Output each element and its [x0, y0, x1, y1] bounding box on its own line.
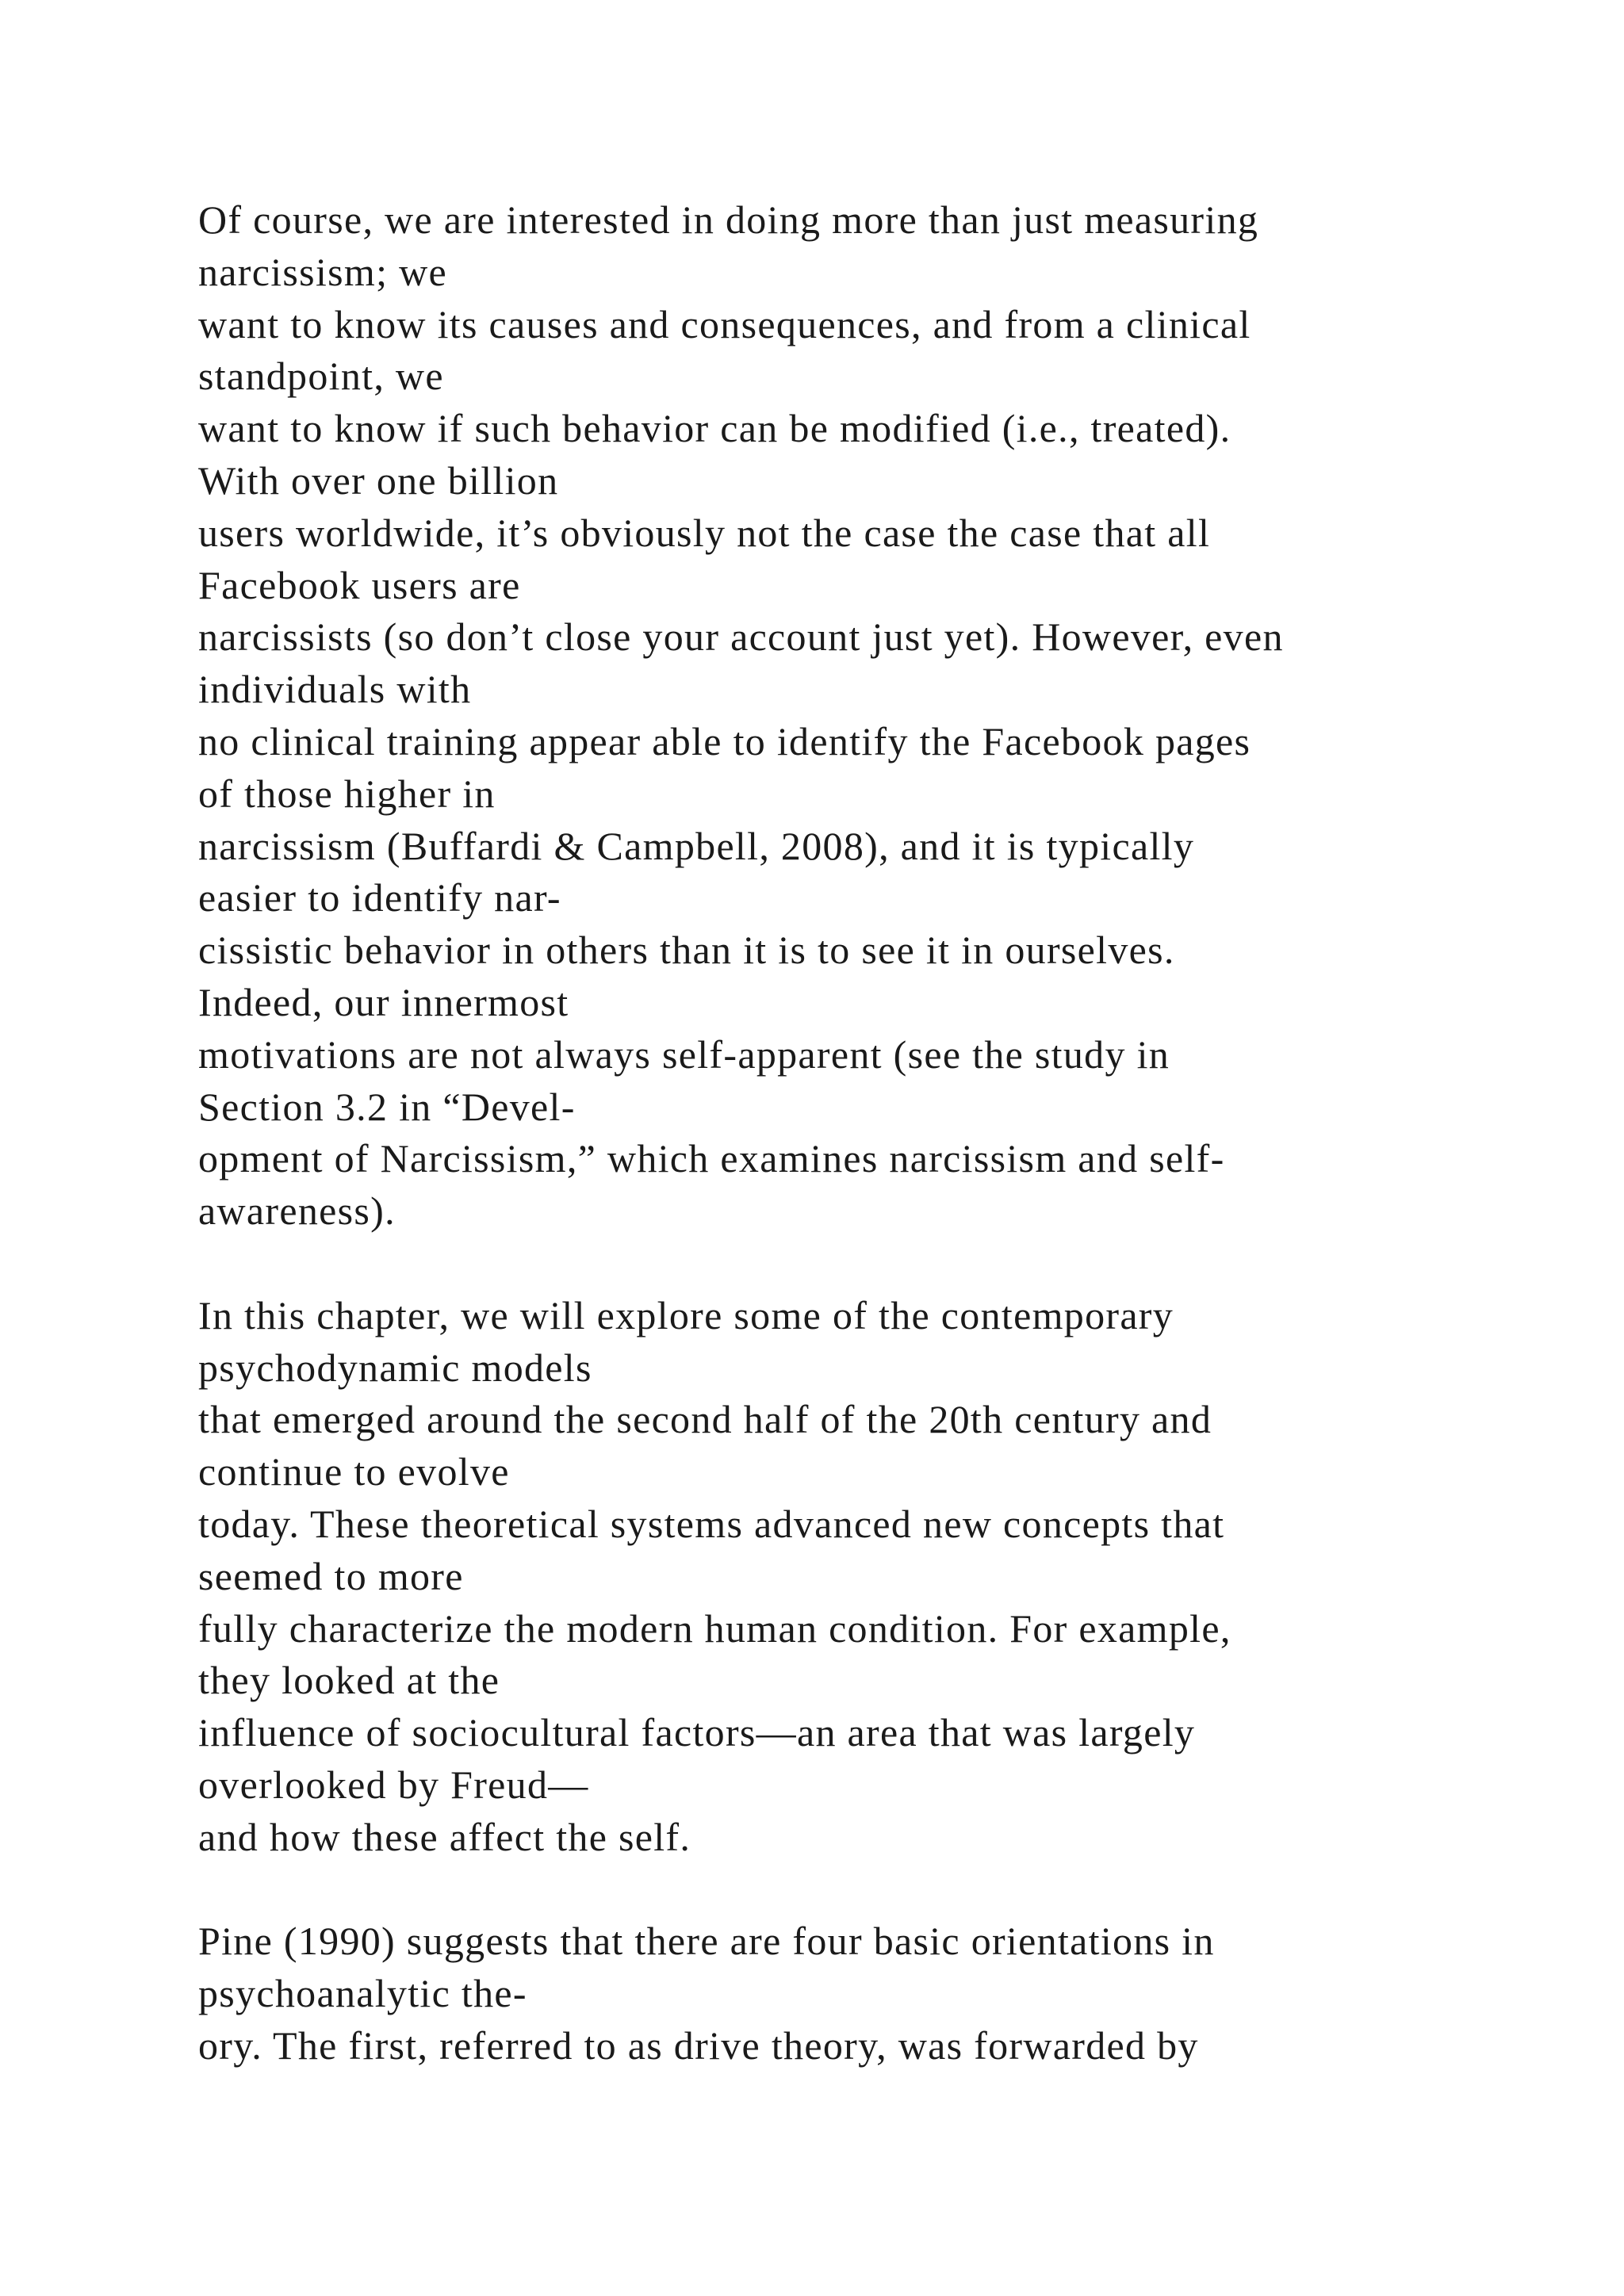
body-text: [198, 194, 1507, 2072]
text-line: narcissism; we: [198, 249, 447, 294]
text-line: continue to evolve: [198, 1449, 510, 1494]
text-line: opment of Narcissism,” which examines narcissism and self-: [198, 1136, 1225, 1181]
text-line: today. These theoretical systems advanced new concepts that: [198, 1501, 1225, 1546]
text-line: In this chapter, we will explore some of the contemporary: [198, 1292, 1174, 1337]
text-line: Indeed, our innermost: [198, 979, 569, 1024]
text-line: With over one billion: [198, 457, 559, 503]
text-line: that emerged around the second half of the 20th century and: [198, 1397, 1212, 1442]
paragraph-1: [198, 194, 1507, 1238]
text-line: Facebook users are: [198, 562, 521, 607]
text-line: standpoint, we: [198, 354, 444, 399]
text-line: want to know its causes and consequences, and from a clinical: [198, 301, 1251, 346]
text-line: seemed to more: [198, 1553, 464, 1598]
text-line: Of course, we are interested in doing more than just measuring: [198, 197, 1259, 242]
text-line: users worldwide, it’s obviously not the case the case that all: [198, 510, 1211, 555]
text-line: no clinical training appear able to identify the Facebook pages: [198, 718, 1251, 763]
paragraph-2: [198, 1290, 1507, 1864]
text-line: fully characterize the modern human condition. For example,: [198, 1605, 1231, 1651]
text-line: ory. The first, referred to as drive theory, was forwarded by: [198, 2022, 1199, 2068]
text-line: Pine (1990) suggests that there are four basic orientations in: [198, 1919, 1215, 1964]
text-line: awareness).: [198, 1188, 396, 1234]
text-line: influence of sociocultural factors—an area that was largely: [198, 1710, 1196, 1755]
paragraph-3: [198, 1915, 1507, 2072]
text-line: they looked at the: [198, 1658, 500, 1703]
text-line: psychoanalytic the-: [198, 1971, 527, 2016]
paragraph-gap: [198, 1864, 1507, 1916]
text-line: want to know if such behavior can be modified (i.e., treated).: [198, 406, 1231, 451]
text-line: of those higher in: [198, 771, 496, 816]
text-line: Section 3.2 in “Devel-: [198, 1084, 576, 1129]
text-line: narcissists (so don’t close your account just yet). However, even: [198, 614, 1284, 660]
text-line: motivations are not always self-apparent (see the study in: [198, 1031, 1170, 1077]
text-line: narcissism (Buffardi & Campbell, 2008), and it is typically: [198, 823, 1195, 868]
text-line: cissistic behavior in others than it is to see it in ourselves.: [198, 928, 1175, 973]
text-line: individuals with: [198, 667, 472, 712]
text-line: psychodynamic models: [198, 1345, 592, 1390]
text-line: easier to identify nar-: [198, 875, 561, 920]
paragraph-gap: [198, 1238, 1507, 1290]
text-line: overlooked by Freud—: [198, 1762, 589, 1807]
text-line: and how these affect the self.: [198, 1814, 691, 1859]
